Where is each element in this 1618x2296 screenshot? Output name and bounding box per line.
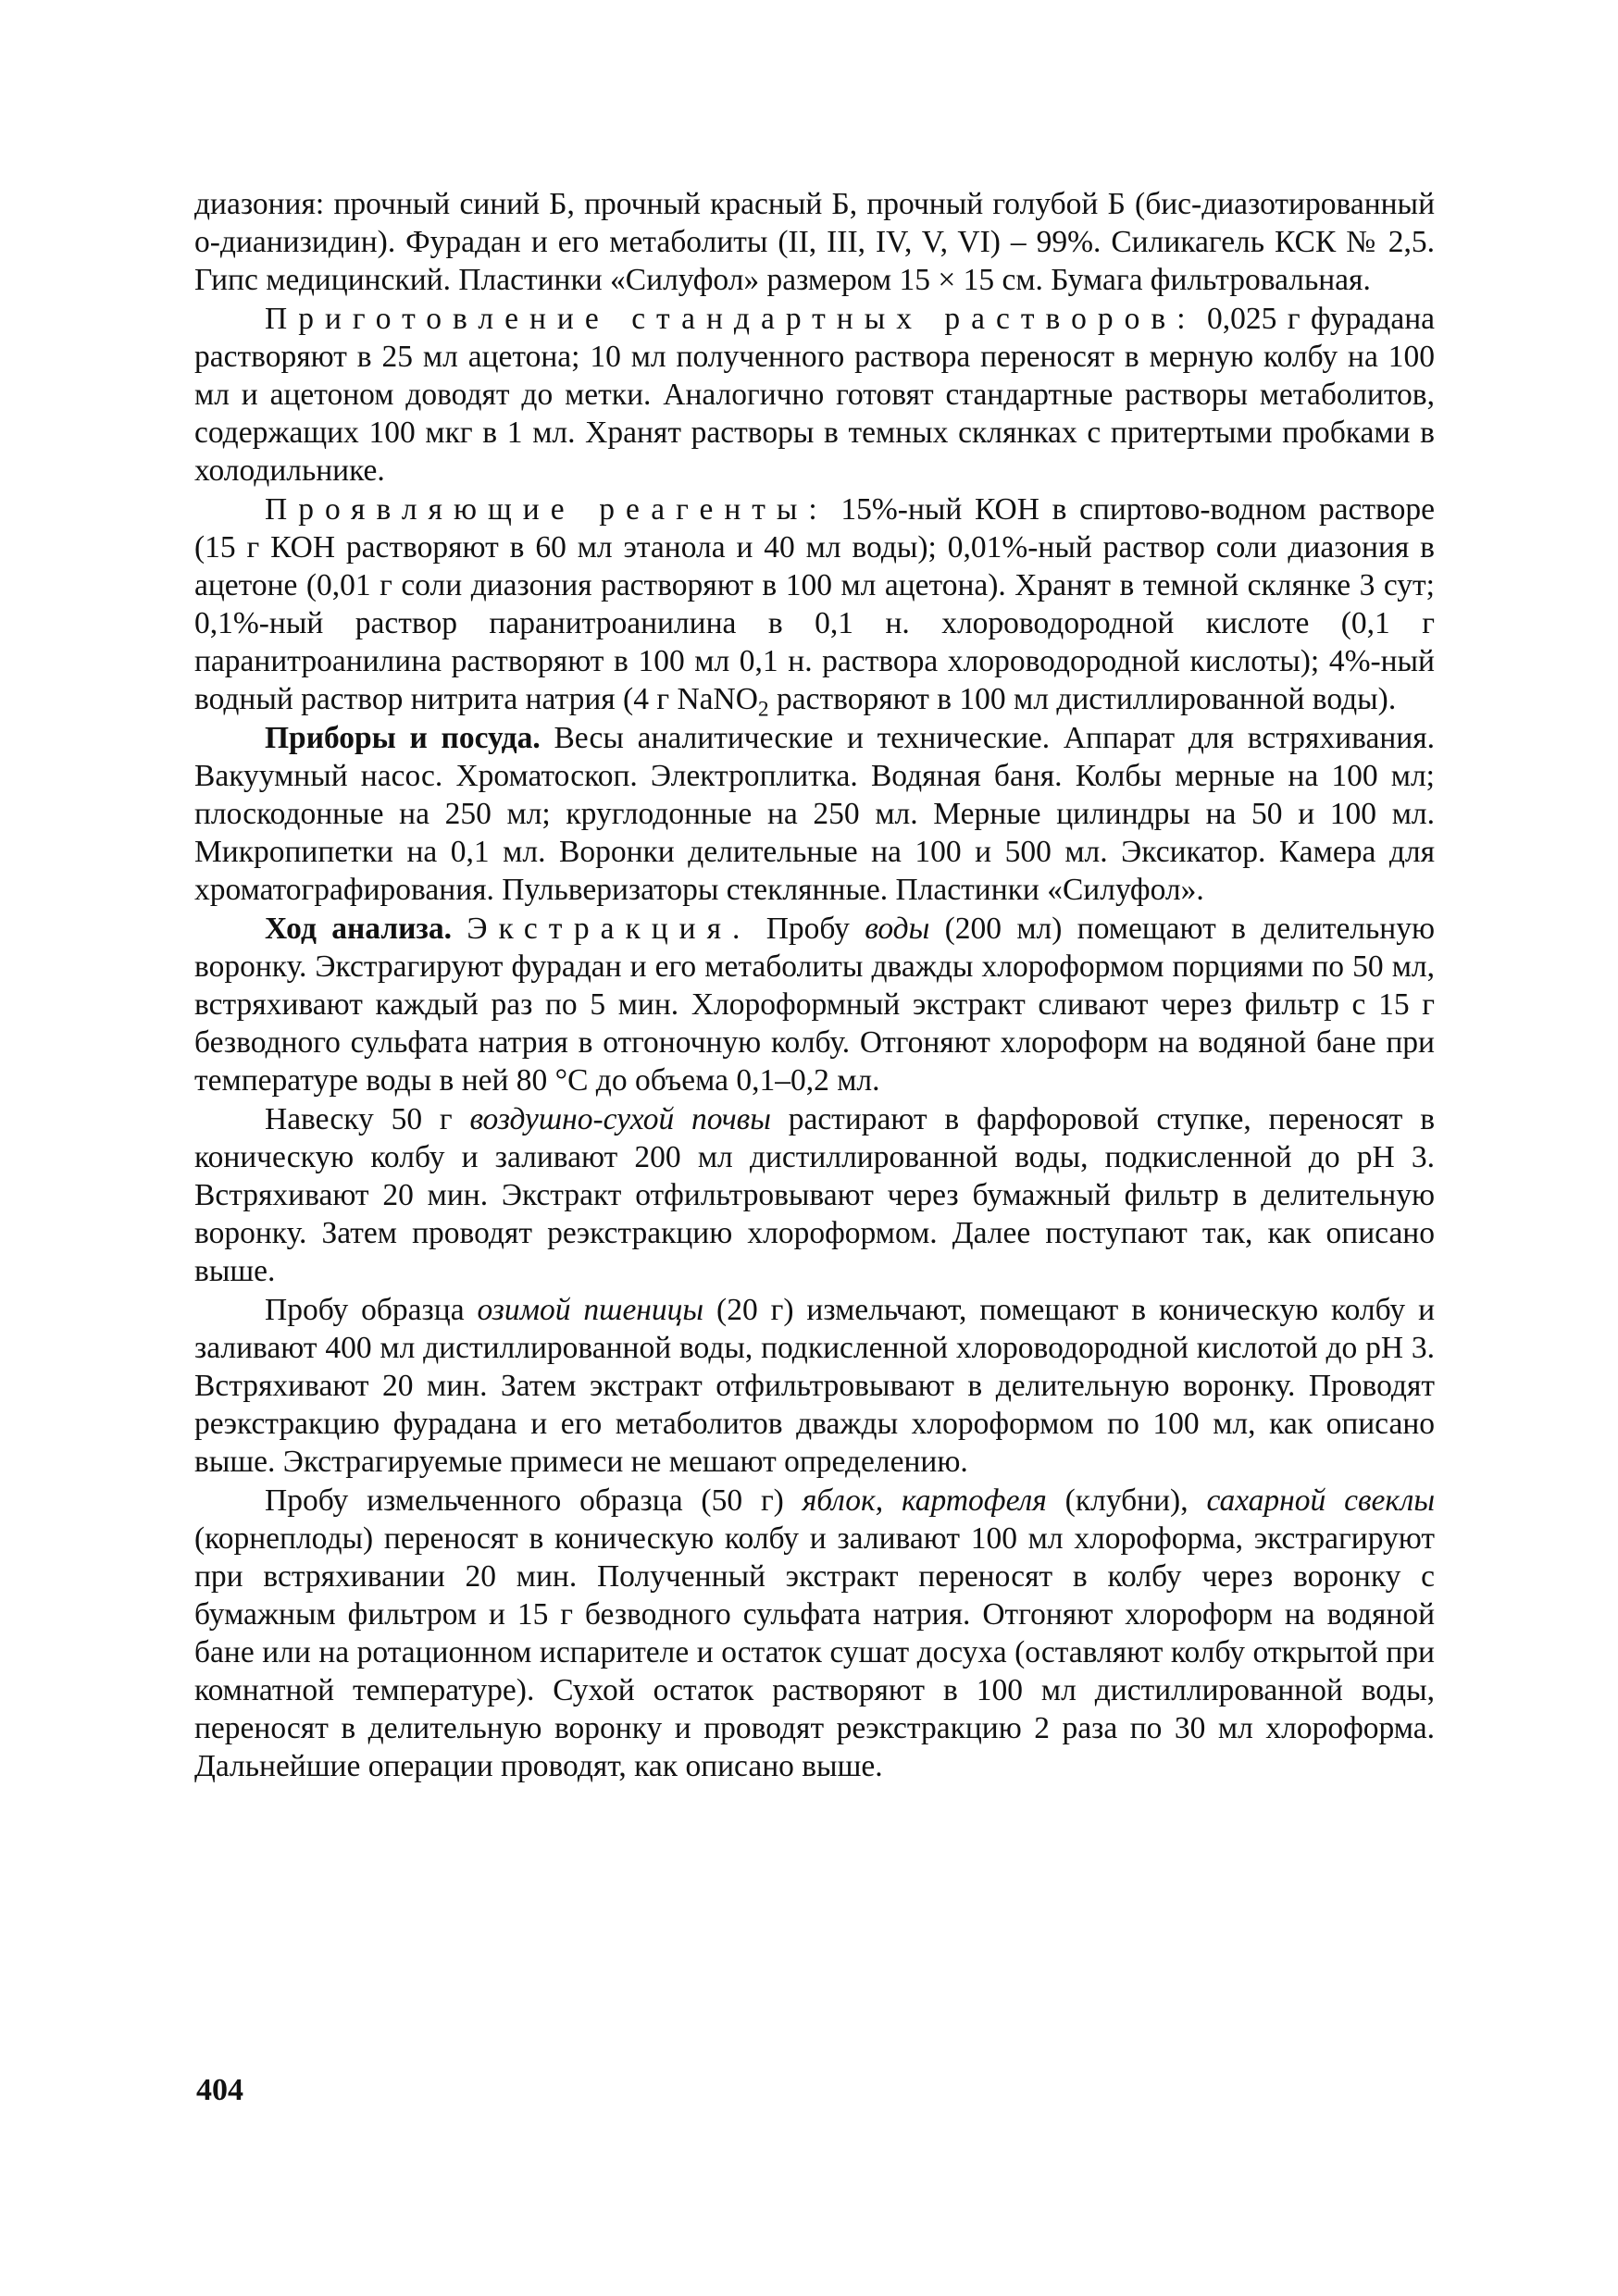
- italic-term: воздушно-сухой почвы: [469, 1102, 771, 1136]
- paragraph-text: (200 мл) помещают в делительную воронку. Экстрагируют фурадан и его метаболиты дважды хлороформом порциями по 50 мл, встряхивают каждый раз по 5 мин. Хлороформный экстракт сливают через фильтр с 15 г безводного сульфата натрия в отгоночную колбу. Отгоняют хлороформ на водяной бане при температуре воды в ней 80 °С до объема 0,1–0,2 мл.: [194, 912, 1436, 1098]
- paragraph-text: Весы аналитические и технические. Аппарат для встряхивания. Вакуумный насос. Хроматоскоп. Электроплитка. Водяная баня. Колбы мерные на 100 мл; плоскодонные на 250 мл; круглодонные на 250 мл. Мерные цилиндры на 50 и 100 мл. Микропипетки на 0,1 мл. Воронки делительные на 100 и 500 мл. Эксикатор. Камера для хроматографирования. Пульверизаторы стеклянные. Пластинки «Силуфол».: [194, 721, 1436, 907]
- paragraph-text: 15%-ный КОН в спиртово-водном растворе (15 г КОН растворяют в 60 мл этанола и 40 мл воды); 0,01%-ный раствор соли диазония в ацетоне (0,01 г соли диазония растворяют в 100 мл ацетона). Хранят в темной склянке 3 сут; 0,1%-ный раствор паранитроанилина в 0,1 н. хлороводородной кислоте (0,1 г паранитроанилина растворяют в 100 мл 0,1 н. раствора хлороводородной кислоты); 4%-ный водный раствор нитрита натрия (4 г NaNO: [194, 492, 1435, 716]
- paragraph-text: растирают в фарфоровой ступке, переносят в коническую колбу и заливают 200 мл дистиллированной воды, подкисленной до pH 3. Встряхивают 20 мин. Экстракт отфильтровывают через бумажный фильтр в делительную воронку. Затем проводят реэкстракцию хлороформом. Далее поступают так, как описано выше.: [194, 1102, 1436, 1288]
- paragraph-text: Пробу: [751, 912, 865, 946]
- paragraph-equipment: [194, 719, 1435, 909]
- page-number: 404: [196, 2073, 243, 2107]
- italic-term: яблок, картофеля: [802, 1483, 1047, 1518]
- paragraph-text: растворяют в 100 мл дистиллированной воды).: [768, 682, 1397, 716]
- spaced-heading: Экстракция.: [467, 912, 752, 946]
- paragraph-developing-reagents: [194, 490, 1435, 722]
- paragraph-text: Навеску 50 г: [265, 1102, 470, 1136]
- paragraph-standard-solutions: [194, 300, 1435, 490]
- paragraph-text: диазония: прочный синий Б, прочный красный Б, прочный голубой Б (бис-диазотированный о-дианизидин). Фурадан и его метаболиты (II, III, IV, V, VI) – 99%. Силикагель КСК № 2,5. Гипс медицинский. Пластинки «Силуфол» размером 15 × 15 см. Бумага фильтровальная.: [194, 187, 1435, 297]
- paragraph-analysis-vegetables: [194, 1482, 1435, 1785]
- subscript: 2: [757, 697, 769, 722]
- spaced-heading: Проявляющие реагенты:: [265, 492, 828, 527]
- paragraph-reagents-continued: [194, 185, 1435, 299]
- paragraph-analysis-soil: [194, 1100, 1435, 1290]
- italic-term: воды: [865, 912, 930, 946]
- paragraph-text: (клубни),: [1046, 1483, 1207, 1518]
- italic-term: озимой пшеницы: [477, 1293, 704, 1327]
- spaced-heading: Приготовление стандартных растворов:: [265, 302, 1197, 336]
- paragraph-text: 0,025 г фурадана растворяют в 25 мл ацетона; 10 мл полученного раствора переносят в мерную колбу на 100 мл и ацетоном доводят до метки. Аналогично готовят стандартные растворы метаболитов, содержащих 100 мкг в 1 мл. Хранят растворы в темных склянках с притертыми пробками в холодильнике.: [194, 302, 1435, 488]
- paragraph-text: (20 г) измельчают, помещают в коническую колбу и заливают 400 мл дистиллированной воды, подкисленной хлороводородной кислотой до pH 3. Встряхивают 20 мин. Затем экстракт отфильтровывают в делительную воронку. Проводят реэкстракцию фурадана и его метаболитов дважды хлороформом по 100 мл, как описано выше. Экстрагируемые примеси не мешают определению.: [194, 1293, 1435, 1479]
- paragraph-text: Пробу измельченного образца (50 г): [265, 1483, 803, 1518]
- bold-heading: Ход анализа.: [265, 912, 453, 946]
- page-body: [194, 185, 1435, 1786]
- paragraph-text: Пробу образца: [265, 1293, 478, 1327]
- paragraph-analysis-wheat: [194, 1291, 1435, 1481]
- paragraph-text: (корнеплоды) переносят в коническую колбу и заливают 100 мл хлороформа, экстрагируют при встряхивании 20 мин. Полученный экстракт переносят в колбу через воронку с бумажным фильтром и 15 г безводного сульфата натрия. Отгоняют хлороформ на водяной бане или на ротационном испарителе и остаток сушат досуха (оставляют колбу открытой при комнатной температуре). Сухой остаток растворяют в 100 мл дистиллированной воды, переносят в делительную воронку и проводят реэкстракцию 2 раза по 30 мл хлороформа. Дальнейшие операции проводят, как описано выше.: [194, 1521, 1435, 1783]
- bold-heading: Приборы и посуда.: [265, 721, 541, 755]
- italic-term: сахарной свеклы: [1206, 1483, 1436, 1518]
- paragraph-analysis-water: [194, 910, 1435, 1099]
